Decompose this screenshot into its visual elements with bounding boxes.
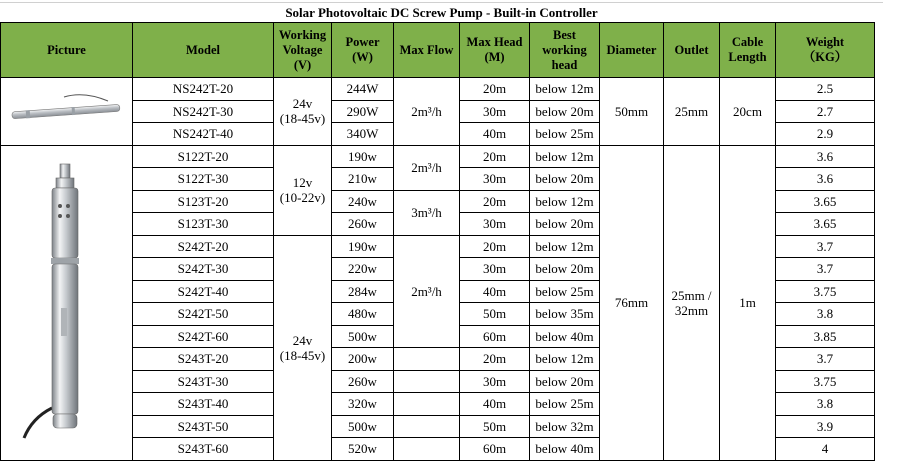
weight-cell: 3.65 (776, 213, 875, 236)
power-cell: 210w (332, 168, 394, 191)
weight-cell: 3.6 (776, 145, 875, 168)
header-picture: Picture (1, 23, 133, 78)
head-cell: 30m (460, 213, 530, 236)
head-cell: 40m (460, 123, 530, 146)
best-head-cell: below 20m (530, 100, 600, 123)
best-head-cell: below 35m (530, 303, 600, 326)
table-title: Solar Photovoltaic DC Screw Pump - Built-in Controller (285, 5, 598, 20)
screw-pump-image (8, 91, 126, 131)
model-cell: S122T-30 (133, 168, 274, 191)
header-diameter: Diameter (600, 23, 664, 78)
best-head-cell: below 40m (530, 438, 600, 461)
best-head-cell: below 20m (530, 370, 600, 393)
header-best-head: Best working head (530, 23, 600, 78)
screw-pump-image (12, 158, 122, 448)
weight-cell: 3.7 (776, 235, 875, 258)
flow-cell-empty (394, 393, 460, 416)
model-cell: NS242T-40 (133, 123, 274, 146)
table-row (1, 145, 875, 168)
weight-cell: 3.7 (776, 348, 875, 371)
power-cell: 500w (332, 325, 394, 348)
head-cell: 30m (460, 370, 530, 393)
best-head-cell: below 12m (530, 348, 600, 371)
model-cell: S123T-20 (133, 190, 274, 213)
model-cell: S243T-20 (133, 348, 274, 371)
flow-cell-empty (394, 415, 460, 438)
weight-cell: 2.7 (776, 100, 875, 123)
weight-cell: 3.85 (776, 325, 875, 348)
best-head-cell: below 32m (530, 415, 600, 438)
best-head-cell: below 20m (530, 258, 600, 281)
outlet-cell: 25mm / 32mm (664, 145, 720, 460)
weight-cell: 2.5 (776, 78, 875, 101)
header-weight: Weight （KG） (776, 23, 875, 78)
diameter-cell: 76mm (600, 145, 664, 460)
head-cell: 20m (460, 348, 530, 371)
flow-cell-empty (394, 348, 460, 371)
head-cell: 20m (460, 145, 530, 168)
power-cell: 500w (332, 415, 394, 438)
weight-cell: 3.75 (776, 280, 875, 303)
voltage-cell: 12v (10-22v) (274, 145, 332, 235)
flow-cell: 2m³/h (394, 235, 460, 348)
flow-cell-empty (394, 370, 460, 393)
best-head-cell: below 12m (530, 190, 600, 213)
weight-cell: 3.65 (776, 190, 875, 213)
header-row (1, 23, 875, 78)
best-head-cell: below 25m (530, 280, 600, 303)
voltage-cell: 24v (18-45v) (274, 235, 332, 460)
power-cell: 260w (332, 370, 394, 393)
header-max-head: Max Head (M) (460, 23, 530, 78)
flow-cell: 2m³/h (394, 145, 460, 190)
best-head-cell: below 12m (530, 78, 600, 101)
power-cell: 244W (332, 78, 394, 101)
model-cell: S243T-60 (133, 438, 274, 461)
model-cell: NS242T-30 (133, 100, 274, 123)
diameter-cell: 50mm (600, 78, 664, 146)
model-cell: S242T-20 (133, 235, 274, 258)
power-cell: 520w (332, 438, 394, 461)
weight-cell: 3.7 (776, 258, 875, 281)
top-divider (0, 2, 883, 3)
header-max-flow: Max Flow (394, 23, 460, 78)
pump-photo-cell (1, 78, 133, 146)
model-cell: S243T-40 (133, 393, 274, 416)
model-cell: S242T-30 (133, 258, 274, 281)
flow-cell: 2m³/h (394, 78, 460, 146)
best-head-cell: below 40m (530, 325, 600, 348)
weight-cell: 4 (776, 438, 875, 461)
head-cell: 50m (460, 415, 530, 438)
flow-cell-empty (394, 438, 460, 461)
table-row (1, 78, 875, 101)
weight-cell: 3.6 (776, 168, 875, 191)
weight-cell: 2.9 (776, 123, 875, 146)
power-cell: 320w (332, 393, 394, 416)
cable-cell: 1m (720, 145, 776, 460)
pump-photo-cell (1, 145, 133, 460)
head-cell: 30m (460, 168, 530, 191)
model-cell: S122T-20 (133, 145, 274, 168)
best-head-cell: below 20m (530, 213, 600, 236)
power-cell: 290W (332, 100, 394, 123)
best-head-cell: below 25m (530, 393, 600, 416)
model-cell: NS242T-20 (133, 78, 274, 101)
voltage-cell: 24v (18-45v) (274, 78, 332, 146)
header-model: Model (133, 23, 274, 78)
weight-cell: 3.8 (776, 303, 875, 326)
power-cell: 284w (332, 280, 394, 303)
best-head-cell: below 25m (530, 123, 600, 146)
best-head-cell: below 12m (530, 145, 600, 168)
best-head-cell: below 12m (530, 235, 600, 258)
model-cell: S123T-30 (133, 213, 274, 236)
outlet-cell: 25mm (664, 78, 720, 146)
best-head-cell: below 20m (530, 168, 600, 191)
power-cell: 480w (332, 303, 394, 326)
head-cell: 20m (460, 190, 530, 213)
power-cell: 220w (332, 258, 394, 281)
model-cell: S243T-30 (133, 370, 274, 393)
head-cell: 20m (460, 78, 530, 101)
model-cell: S242T-60 (133, 325, 274, 348)
head-cell: 20m (460, 235, 530, 258)
flow-cell: 3m³/h (394, 190, 460, 235)
cable-cell: 20cm (720, 78, 776, 146)
weight-cell: 3.8 (776, 393, 875, 416)
model-cell: S243T-50 (133, 415, 274, 438)
power-cell: 260w (332, 213, 394, 236)
model-cell: S242T-40 (133, 280, 274, 303)
power-cell: 190w (332, 235, 394, 258)
header-power: Power (W) (332, 23, 394, 78)
head-cell: 60m (460, 325, 530, 348)
power-cell: 340W (332, 123, 394, 146)
weight-cell: 3.9 (776, 415, 875, 438)
head-cell: 40m (460, 280, 530, 303)
header-voltage: Working Voltage (V) (274, 23, 332, 78)
model-cell: S242T-50 (133, 303, 274, 326)
head-cell: 30m (460, 258, 530, 281)
spec-table (0, 22, 875, 461)
head-cell: 50m (460, 303, 530, 326)
head-cell: 40m (460, 393, 530, 416)
head-cell: 30m (460, 100, 530, 123)
power-cell: 240w (332, 190, 394, 213)
header-outlet: Outlet (664, 23, 720, 78)
power-cell: 190w (332, 145, 394, 168)
header-cable-length: Cable Length (720, 23, 776, 78)
power-cell: 200w (332, 348, 394, 371)
weight-cell: 3.75 (776, 370, 875, 393)
head-cell: 60m (460, 438, 530, 461)
